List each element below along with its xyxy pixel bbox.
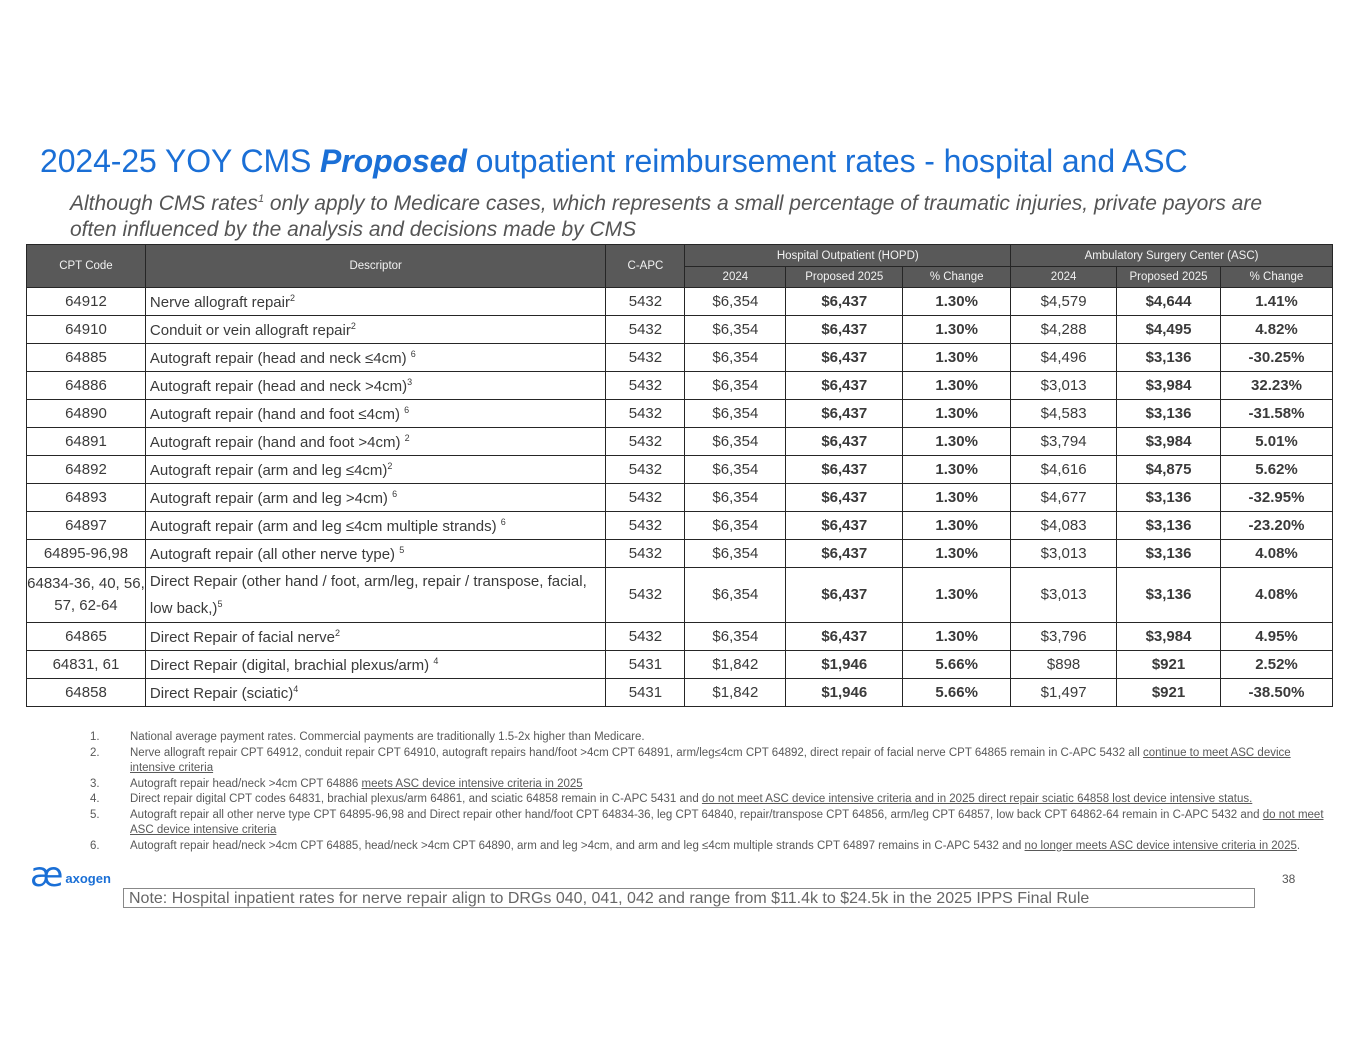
- footnote-text: National average payment rates. Commercial payments are traditionally 1.5-2x higher than Medicare.: [130, 731, 645, 743]
- hopd-pct-change-cell: 1.30%: [903, 316, 1011, 344]
- footnote-ref: 2: [350, 320, 356, 331]
- table-row: [27, 428, 1333, 456]
- asc-pct-change-cell: 32.23%: [1220, 372, 1332, 400]
- capc-cell: 5432: [606, 428, 685, 456]
- footnote-text: Nerve allograft repair CPT 64912, conduit repair CPT 64910, autograft repairs hand/foot >4cm CPT 64891, arm/leg≤4cm CPT 64892, direct repair of facial nerve CPT 64865 remain in C-APC 5432 all continue to meet ASC device intensive criteria: [130, 746, 1291, 774]
- header-asc-pct: % Change: [1220, 267, 1332, 288]
- asc-pct-change-cell: 2.52%: [1220, 651, 1332, 679]
- descriptor-cell: Nerve allograft repair$^2$: [145, 288, 606, 316]
- footnote-number: 2.: [90, 746, 100, 759]
- table-row: [27, 288, 1333, 316]
- descriptor-cell: Autograft repair (hand and foot ≤4cm) $^6$: [145, 400, 606, 428]
- cpt-code-cell: 64834-36, 40, 56, 57, 62-64: [27, 568, 146, 623]
- capc-cell: 5431: [606, 679, 685, 707]
- asc-2024-cell: $3,013: [1011, 568, 1117, 623]
- asc-2025-cell: $3,136: [1117, 512, 1221, 540]
- asc-2025-cell: $3,984: [1117, 623, 1221, 651]
- hopd-2024-cell: $6,354: [685, 344, 786, 372]
- hopd-2024-cell: $6,354: [685, 623, 786, 651]
- asc-pct-change-cell: -32.95%: [1220, 484, 1332, 512]
- hopd-2025-cell: $6,437: [786, 400, 903, 428]
- footnote-number: 3.: [90, 777, 100, 790]
- table-row: [27, 316, 1333, 344]
- hopd-pct-change-cell: 1.30%: [903, 400, 1011, 428]
- hopd-2025-cell: $6,437: [786, 344, 903, 372]
- footnote-text: Autograft repair head/neck >4cm CPT 64885, head/neck >4cm CPT 64890, arm and leg >4cm, and arm and leg ≤4cm multiple strands CPT 64897 remains in C-APC 5432 and no longer meets ASC device intensive criteria in 2025.: [130, 839, 1301, 852]
- hopd-pct-change-cell: 5.66%: [903, 651, 1011, 679]
- footnote-ref: 6: [392, 488, 398, 499]
- capc-cell: 5432: [606, 344, 685, 372]
- hopd-2024-cell: $6,354: [685, 568, 786, 623]
- table-row: [27, 456, 1333, 484]
- asc-2024-cell: $898: [1011, 651, 1117, 679]
- hopd-2025-cell: $6,437: [786, 288, 903, 316]
- table-row: [27, 512, 1333, 540]
- asc-2025-cell: $3,136: [1117, 344, 1221, 372]
- asc-2024-cell: $4,288: [1011, 316, 1117, 344]
- footnote-item: [90, 808, 1325, 839]
- inpatient-note: Note: Hospital inpatient rates for nerve repair align to DRGs 040, 041, 042 and range from $11.4k to $24.5k in the 2025 IPPS Final Rule: [123, 888, 1255, 908]
- footnotes: [90, 730, 1325, 854]
- descriptor-cell: Autograft repair (arm and leg ≤4cm)$^2$: [145, 456, 606, 484]
- descriptor-cell: Autograft repair (arm and leg ≤4cm multiple strands) $^6$: [145, 512, 606, 540]
- hopd-2025-cell: $1,946: [786, 651, 903, 679]
- asc-pct-change-cell: 4.95%: [1220, 623, 1332, 651]
- cpt-code-cell: 64910: [27, 316, 146, 344]
- asc-2024-cell: $4,677: [1011, 484, 1117, 512]
- hopd-2024-cell: $6,354: [685, 512, 786, 540]
- footnote-item: [90, 792, 1325, 808]
- cpt-code-cell: 64893: [27, 484, 146, 512]
- hopd-2024-cell: $1,842: [685, 651, 786, 679]
- footnote-ref: 5: [399, 544, 405, 555]
- header-hopd-pct: % Change: [903, 267, 1011, 288]
- asc-2024-cell: $3,013: [1011, 372, 1117, 400]
- hopd-2024-cell: $6,354: [685, 428, 786, 456]
- hopd-2025-cell: $6,437: [786, 372, 903, 400]
- footnote-item: [90, 839, 1325, 855]
- footnote-text: Autograft repair head/neck >4cm CPT 64886 meets ASC device intensive criteria in 2025: [130, 777, 583, 790]
- asc-pct-change-cell: 5.62%: [1220, 456, 1332, 484]
- descriptor-cell: Direct Repair (digital, brachial plexus/arm) $^4$: [145, 651, 606, 679]
- footnote-ref: 2: [289, 292, 295, 303]
- footnote-number: 5.: [90, 808, 100, 821]
- table-row: [27, 568, 1333, 623]
- cpt-code-cell: 64886: [27, 372, 146, 400]
- descriptor-cell: Autograft repair (all other nerve type) $^5$: [145, 540, 606, 568]
- table-row: [27, 540, 1333, 568]
- asc-pct-change-cell: 1.41%: [1220, 288, 1332, 316]
- hopd-pct-change-cell: 5.66%: [903, 679, 1011, 707]
- capc-cell: 5432: [606, 316, 685, 344]
- hopd-pct-change-cell: 1.30%: [903, 428, 1011, 456]
- hopd-2024-cell: $6,354: [685, 540, 786, 568]
- cpt-code-cell: 64858: [27, 679, 146, 707]
- asc-2025-cell: $3,984: [1117, 428, 1221, 456]
- asc-2024-cell: $3,796: [1011, 623, 1117, 651]
- asc-pct-change-cell: -38.50%: [1220, 679, 1332, 707]
- asc-2025-cell: $3,136: [1117, 568, 1221, 623]
- descriptor-cell: Autograft repair (head and neck >4cm)$^3$: [145, 372, 606, 400]
- hopd-2025-cell: $6,437: [786, 540, 903, 568]
- cpt-code-cell: 64895-96,98: [27, 540, 146, 568]
- footnote-text: Autograft repair all other nerve type CPT 64895-96,98 and Direct repair other hand/foot CPT 64834-36, leg CPT 64840, repair/transpose CPT 64856, arm/leg CPT 64857, low back CPT 64862-64 remain in C-APC 5432 and do not meet ASC device intensive criteria: [130, 808, 1324, 836]
- asc-2025-cell: $4,875: [1117, 456, 1221, 484]
- footnote-item: [90, 746, 1325, 777]
- hopd-2024-cell: $6,354: [685, 456, 786, 484]
- asc-pct-change-cell: 4.82%: [1220, 316, 1332, 344]
- footnote-ref: 6: [500, 516, 506, 527]
- capc-cell: 5432: [606, 400, 685, 428]
- footnote-ref: 4: [293, 683, 299, 694]
- asc-2025-cell: $921: [1117, 651, 1221, 679]
- cpt-code-cell: 64865: [27, 623, 146, 651]
- axogen-logo-icon: æ: [30, 855, 64, 895]
- table-body: [27, 288, 1333, 707]
- footnote-item: [90, 730, 1325, 746]
- asc-2024-cell: $3,794: [1011, 428, 1117, 456]
- axogen-logo-word: axogen: [65, 870, 111, 886]
- hopd-pct-change-cell: 1.30%: [903, 540, 1011, 568]
- header-hopd-group: Hospital Outpatient (HOPD): [685, 245, 1011, 267]
- hopd-2024-cell: $6,354: [685, 400, 786, 428]
- cpt-code-cell: 64892: [27, 456, 146, 484]
- asc-2024-cell: $4,583: [1011, 400, 1117, 428]
- cpt-code-cell: 64890: [27, 400, 146, 428]
- hopd-pct-change-cell: 1.30%: [903, 288, 1011, 316]
- cpt-code-cell: 64891: [27, 428, 146, 456]
- page-subtitle: Although CMS rates$^1$ only apply to Medicare cases, which represents a small percentage of traumatic injuries, private payors are often influenced by the analysis and decisions made by CMS: [70, 192, 1263, 241]
- hopd-pct-change-cell: 1.30%: [903, 568, 1011, 623]
- footnote-item: [90, 777, 1325, 793]
- descriptor-cell: Direct Repair (other hand / foot, arm/leg, repair / transpose, facial, low back,)$^5$: [145, 568, 606, 623]
- asc-2025-cell: $3,136: [1117, 540, 1221, 568]
- hopd-pct-change-cell: 1.30%: [903, 344, 1011, 372]
- descriptor-cell: Autograft repair (head and neck ≤4cm) $^6$: [145, 344, 606, 372]
- header-asc-2025: Proposed 2025: [1117, 267, 1221, 288]
- asc-2025-cell: $4,495: [1117, 316, 1221, 344]
- capc-cell: 5432: [606, 568, 685, 623]
- asc-pct-change-cell: 4.08%: [1220, 568, 1332, 623]
- hopd-2024-cell: $6,354: [685, 484, 786, 512]
- cpt-code-cell: 64912: [27, 288, 146, 316]
- asc-2024-cell: $4,616: [1011, 456, 1117, 484]
- footnote-ref: 6: [410, 348, 416, 359]
- header-asc-group: Ambulatory Surgery Center (ASC): [1011, 245, 1333, 267]
- asc-2024-cell: $3,013: [1011, 540, 1117, 568]
- asc-pct-change-cell: -30.25%: [1220, 344, 1332, 372]
- hopd-pct-change-cell: 1.30%: [903, 484, 1011, 512]
- asc-2025-cell: $3,136: [1117, 400, 1221, 428]
- asc-2025-cell: $921: [1117, 679, 1221, 707]
- asc-2024-cell: $4,579: [1011, 288, 1117, 316]
- footnote-number: 1.: [90, 731, 100, 743]
- capc-cell: 5432: [606, 484, 685, 512]
- capc-cell: 5432: [606, 623, 685, 651]
- table-row: [27, 484, 1333, 512]
- header-asc-2024: 2024: [1011, 267, 1117, 288]
- cpt-code-cell: 64897: [27, 512, 146, 540]
- capc-cell: 5431: [606, 651, 685, 679]
- hopd-2024-cell: $6,354: [685, 372, 786, 400]
- asc-2025-cell: $4,644: [1117, 288, 1221, 316]
- footnote-ref: 2: [404, 432, 410, 443]
- asc-pct-change-cell: 5.01%: [1220, 428, 1332, 456]
- footnote-number: 4.: [90, 793, 100, 805]
- hopd-2024-cell: $1,842: [685, 679, 786, 707]
- footnote-number: 6.: [90, 839, 100, 852]
- hopd-2025-cell: $6,437: [786, 568, 903, 623]
- cpt-code-cell: 64831, 61: [27, 651, 146, 679]
- table-row: [27, 400, 1333, 428]
- table-row: [27, 651, 1333, 679]
- descriptor-cell: Conduit or vein allograft repair$^2$: [145, 316, 606, 344]
- asc-2025-cell: $3,136: [1117, 484, 1221, 512]
- cpt-code-cell: 64885: [27, 344, 146, 372]
- hopd-pct-change-cell: 1.30%: [903, 512, 1011, 540]
- footnote-ref: 2: [334, 627, 340, 638]
- hopd-pct-change-cell: 1.30%: [903, 456, 1011, 484]
- descriptor-cell: Direct Repair (sciatic)$^4$: [145, 679, 606, 707]
- footnote-ref: 6: [404, 404, 410, 415]
- header-hopd-2025: Proposed 2025: [786, 267, 903, 288]
- footnote-ref: 5: [217, 598, 223, 609]
- hopd-pct-change-cell: 1.30%: [903, 372, 1011, 400]
- asc-pct-change-cell: -23.20%: [1220, 512, 1332, 540]
- capc-cell: 5432: [606, 540, 685, 568]
- hopd-2025-cell: $6,437: [786, 316, 903, 344]
- header-descriptor: Descriptor: [145, 245, 606, 288]
- asc-2024-cell: $1,497: [1011, 679, 1117, 707]
- header-hopd-2024: 2024: [685, 267, 786, 288]
- reimbursement-table: [26, 244, 1333, 707]
- hopd-2025-cell: $1,946: [786, 679, 903, 707]
- hopd-2024-cell: $6,354: [685, 288, 786, 316]
- page-number: 38: [1282, 872, 1296, 886]
- table-row: [27, 372, 1333, 400]
- footnote-ref: 4: [433, 655, 439, 666]
- table-row: [27, 623, 1333, 651]
- hopd-2025-cell: $6,437: [786, 512, 903, 540]
- capc-cell: 5432: [606, 456, 685, 484]
- table-row: [27, 344, 1333, 372]
- capc-cell: 5432: [606, 372, 685, 400]
- header-capc: C-APC: [606, 245, 685, 288]
- axogen-logo: [30, 855, 111, 895]
- asc-pct-change-cell: -31.58%: [1220, 400, 1332, 428]
- hopd-2024-cell: $6,354: [685, 316, 786, 344]
- capc-cell: 5432: [606, 288, 685, 316]
- hopd-2025-cell: $6,437: [786, 456, 903, 484]
- capc-cell: 5432: [606, 512, 685, 540]
- table-row: [27, 679, 1333, 707]
- hopd-2025-cell: $6,437: [786, 428, 903, 456]
- asc-2025-cell: $3,984: [1117, 372, 1221, 400]
- hopd-2025-cell: $6,437: [786, 484, 903, 512]
- footnote-ref: 3: [407, 376, 413, 387]
- hopd-pct-change-cell: 1.30%: [903, 623, 1011, 651]
- page-title: 2024-25 YOY CMS Proposed outpatient reimbursement rates - hospital and ASC: [40, 143, 1188, 179]
- descriptor-cell: Autograft repair (hand and foot >4cm) $^2$: [145, 428, 606, 456]
- asc-2024-cell: $4,083: [1011, 512, 1117, 540]
- descriptor-cell: Autograft repair (arm and leg >4cm) $^6$: [145, 484, 606, 512]
- footnote-ref: 2: [387, 460, 393, 471]
- asc-2024-cell: $4,496: [1011, 344, 1117, 372]
- header-cpt-code: CPT Code: [27, 245, 146, 288]
- descriptor-cell: Direct Repair of facial nerve$^2$: [145, 623, 606, 651]
- hopd-2025-cell: $6,437: [786, 623, 903, 651]
- footnote-text: Direct repair digital CPT codes 64831, brachial plexus/arm 64861, and sciatic 64858 remain in C-APC 5431 and do not meet ASC device intensive criteria and in 2025 direct repair sciatic 64858 lost device intensive status.: [130, 793, 1253, 805]
- asc-pct-change-cell: 4.08%: [1220, 540, 1332, 568]
